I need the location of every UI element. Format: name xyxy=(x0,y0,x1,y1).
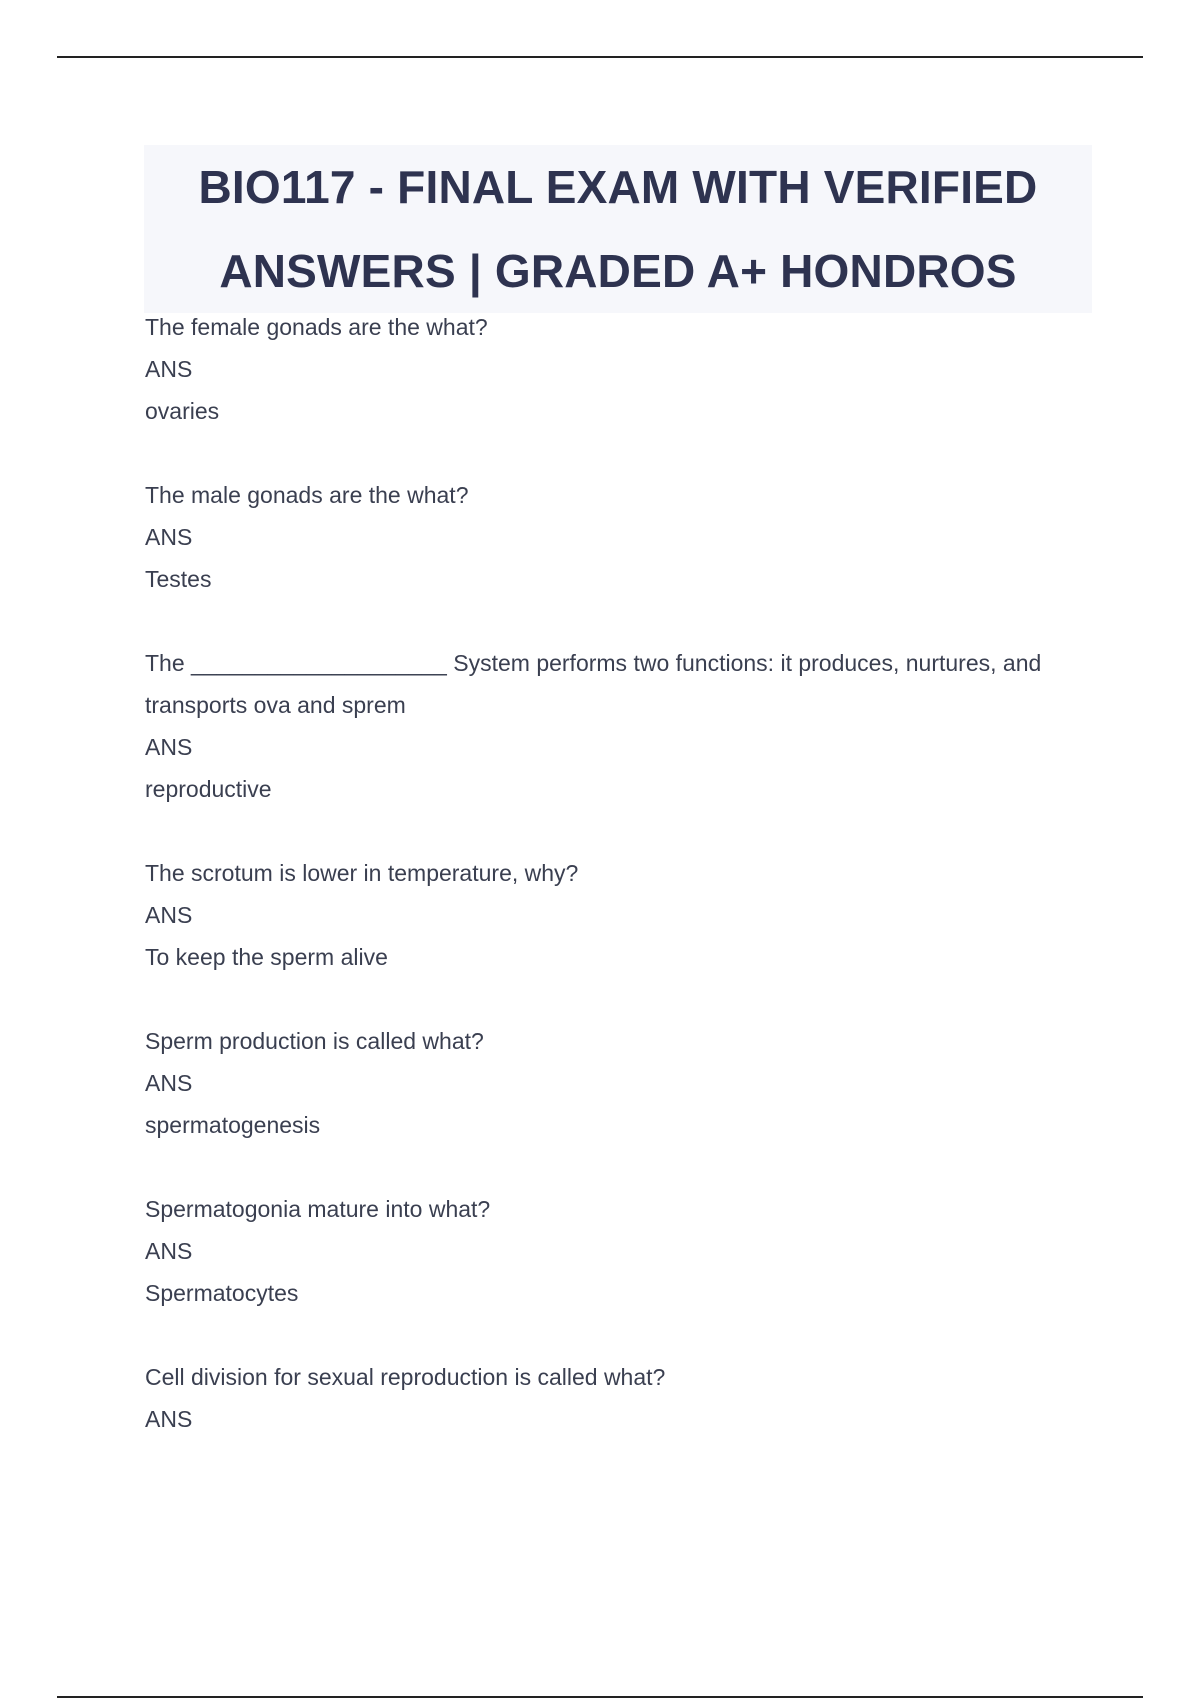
question-text: Spermatogonia mature into what? xyxy=(145,1196,491,1222)
ans-label: ANS xyxy=(145,902,193,928)
answer-text: ovaries xyxy=(145,398,220,424)
top-divider xyxy=(57,56,1143,58)
ans-label: ANS xyxy=(145,1406,193,1432)
question-text: The female gonads are the what? xyxy=(145,314,488,340)
document-title xyxy=(144,145,1092,313)
question-text: The male gonads are the what? xyxy=(145,482,469,508)
qa-item xyxy=(145,1188,1095,1314)
question-text: Sperm production is called what? xyxy=(145,1028,484,1054)
question-text: The scrotum is lower in temperature, why? xyxy=(145,860,579,886)
ans-label: ANS xyxy=(145,734,193,760)
ans-label: ANS xyxy=(145,1238,193,1264)
title-line-2: ANSWERS | GRADED A+ HONDROS xyxy=(219,245,1017,297)
qa-item xyxy=(145,306,1095,432)
answer-text: To keep the sperm alive xyxy=(145,944,388,970)
qa-item xyxy=(145,642,1095,810)
qa-list xyxy=(145,306,1095,1482)
title-line-1: BIO117 - FINAL EXAM WITH VERIFIED xyxy=(198,161,1038,213)
answer-text: reproductive xyxy=(145,776,272,802)
answer-text: Spermatocytes xyxy=(145,1280,299,1306)
ans-label: ANS xyxy=(145,524,193,550)
qa-item xyxy=(145,1020,1095,1146)
answer-text: Testes xyxy=(145,566,212,592)
ans-label: ANS xyxy=(145,1070,193,1096)
question-text: Cell division for sexual reproduction is called what? xyxy=(145,1364,666,1390)
qa-item xyxy=(145,1356,1095,1440)
qa-item xyxy=(145,474,1095,600)
bottom-divider xyxy=(57,1696,1143,1698)
question-text: The ____________________ System performs two functions: it produces, nurtures, and transports ova and sprem xyxy=(145,650,1042,718)
answer-text: spermatogenesis xyxy=(145,1112,321,1138)
ans-label: ANS xyxy=(145,356,193,382)
qa-item xyxy=(145,852,1095,978)
